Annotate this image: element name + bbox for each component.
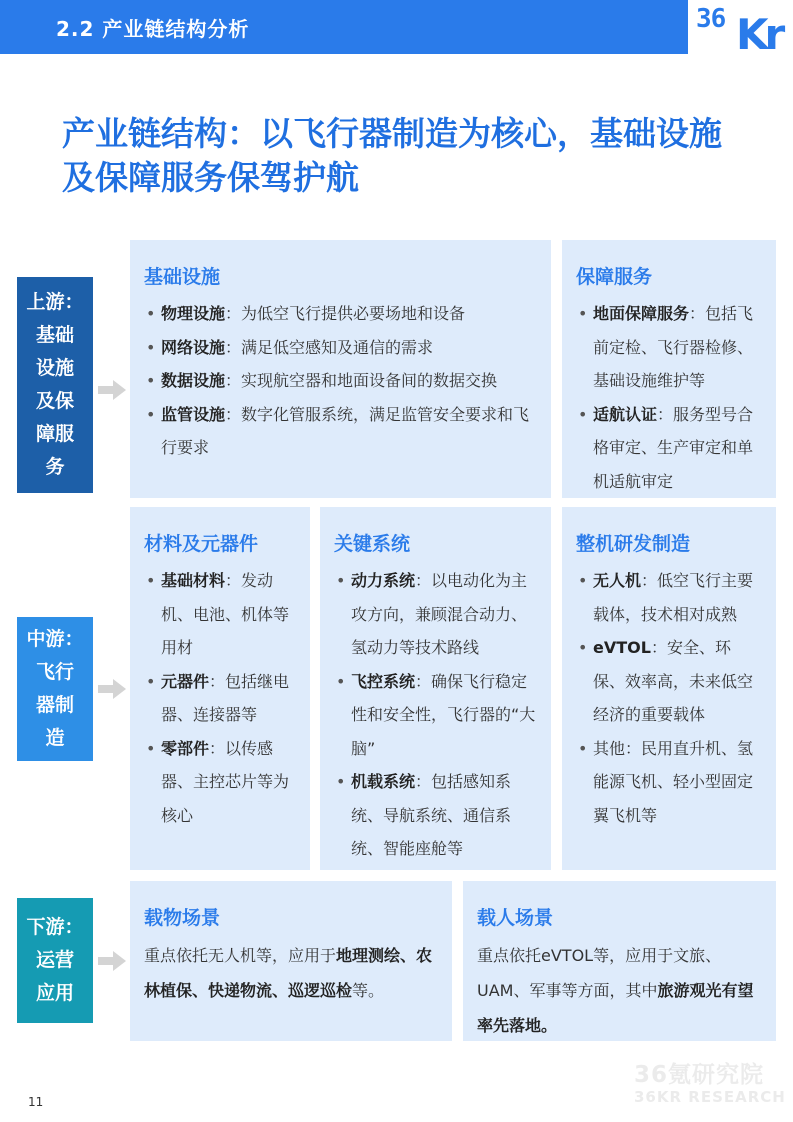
panel-key-systems	[320, 507, 551, 870]
list-item: • 物理设施：为低空飞行提供必要场地和设备	[146, 304, 466, 323]
title-line-1: 产业链结构：以飞行器制造为核心，基础设施	[62, 114, 722, 153]
arrow-right-icon	[98, 380, 126, 400]
list-item: • 数据设施：实现航空器和地面设备间的数据交换	[146, 371, 498, 390]
panel-heading: 载物场景	[144, 907, 221, 929]
list-item: • 动力系统：以电动化为主攻方向，兼顾混合动力、氢动力等技术路线	[336, 571, 528, 657]
logo-letters: Kr	[736, 10, 782, 59]
downstream-label-text: 下游： 运营 应用	[26, 916, 84, 1004]
list-item: • 机载系统：包括感知系统、导航系统、通信系统、智能座舱等	[336, 772, 512, 858]
list-item: • 其他：民用直升机、氢能源飞机、轻小型固定翼飞机等	[578, 738, 754, 825]
arrow-right-icon	[98, 679, 126, 699]
watermark-en: 36KR RESEARCH	[634, 1088, 786, 1106]
list-item: • 地面保障服务：包括飞前定检、飞行器检修、基础设施维护等	[578, 304, 754, 390]
list-item: • eVTOL：安全、环保、效率高，未来低空经济的重要载体	[578, 638, 754, 724]
list-item: • 监管设施：数字化管服系统，满足监管安全要求和飞行要求	[146, 404, 530, 457]
panel-infrastructure	[130, 240, 551, 498]
watermark-cn: 36氪研究院	[634, 1062, 765, 1088]
panel-heading: 材料及元器件	[144, 533, 259, 555]
upstream-label-text: 上游： 基础 设施 及保 障服 务	[26, 291, 84, 478]
panel-aircraft-manufacturing	[562, 507, 776, 870]
downstream-label	[17, 898, 93, 1023]
list-item: • 元器件：包括继电器、连接器等	[146, 671, 290, 724]
list-item: • 网络设施：满足低空感知及通信的需求	[146, 337, 434, 357]
panel-support-services	[562, 240, 776, 498]
midstream-label	[17, 617, 93, 761]
title-line-2: 及保障服务保驾护航	[62, 158, 359, 197]
panel-passenger-scenarios	[463, 881, 776, 1041]
header-bar	[0, 0, 793, 59]
panel-heading: 基础设施	[144, 266, 221, 288]
panel-heading: 保障服务	[576, 266, 653, 288]
panel-text: 重点依托eVTOL等，应用于文旅、UAM、军事等方面，其中旅游观光有望率先落地。	[477, 946, 754, 1035]
arrow-right-icon	[98, 951, 126, 971]
list-item: • 飞控系统：确保飞行稳定性和安全性，飞行器的“大脑”	[336, 671, 536, 758]
section-title: 2.2 产业链结构分析	[56, 17, 250, 41]
list-item: • 适航认证：服务型号合格审定、生产审定和单机适航审定	[578, 404, 754, 491]
page-title	[62, 112, 762, 200]
page-number: 11	[28, 1095, 44, 1109]
logo-number: 36	[696, 4, 726, 34]
panel-text: 重点依托无人机等，应用于地理测绘、农林植保、快递物流、巡逻巡检等。	[144, 946, 433, 1000]
panel-heading: 载人场景	[477, 907, 554, 929]
panel-materials-components	[130, 507, 310, 870]
panel-heading: 整机研发制造	[576, 533, 691, 555]
panel-heading: 关键系统	[334, 533, 411, 555]
upstream-label	[17, 277, 93, 493]
list-item: • 基础材料：发动机、电池、机体等用材	[146, 571, 290, 657]
list-item: • 无人机：低空飞行主要载体，技术相对成熟	[578, 571, 754, 624]
midstream-label-text: 中游： 飞行 器制 造	[26, 628, 84, 749]
list-item: • 零部件：以传感器、主控芯片等为核心	[146, 738, 290, 825]
panel-cargo-scenarios	[130, 881, 452, 1041]
